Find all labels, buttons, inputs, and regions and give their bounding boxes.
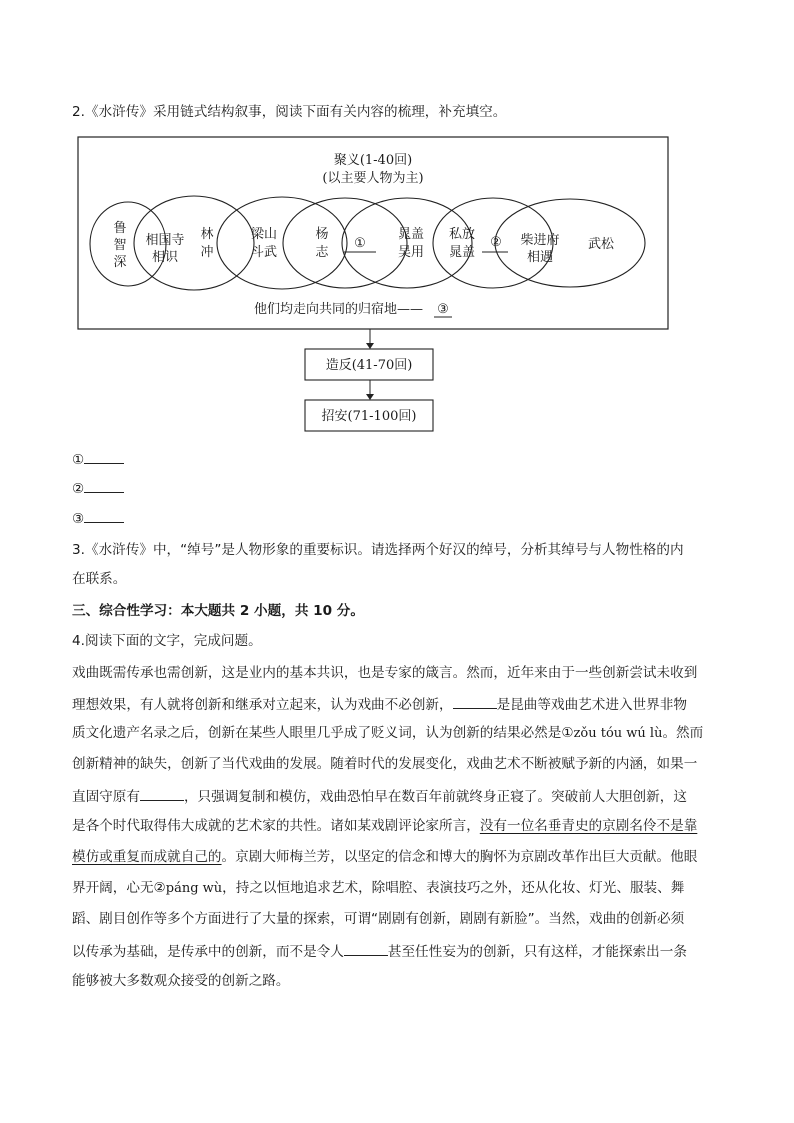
diagram-title: 聚义(1-40回)	[333, 153, 413, 168]
label-chong: 冲	[200, 245, 214, 260]
q4-para-line-5	[72, 786, 687, 806]
pinyin-pangwu: páng wù	[165, 881, 223, 896]
q4-p8-text-a: 界开阔，心无②	[72, 880, 166, 896]
bottom-text: 他们均走向共同的归宿地——	[254, 302, 424, 317]
q4-para-line-3	[72, 724, 703, 743]
label-sifang: 私放	[448, 227, 476, 242]
q4-blank-2[interactable]	[140, 786, 184, 801]
q4-p5-text-a: 直固守原有	[72, 789, 140, 805]
circle-liangshan	[217, 197, 347, 289]
q2-prompt: 2.《水浒传》采用链式结构叙事，阅读下面有关内容的梳理，补充填空。	[72, 104, 507, 120]
label-wuyong: 吴用	[397, 245, 425, 260]
label-xiangshi: 相识	[151, 250, 179, 265]
label-chaijinfu: 柴进府	[520, 233, 560, 248]
q4-p3-text-a: 质文化遗产名录之后，创新在某些人眼里几乎成了贬义词，认为创新的结果必然是①	[72, 725, 574, 741]
q4-para-line-1: 戏曲既需传承也需创新，这是业内的基本共识，也是专家的箴言。然而，近年来由于一些创新尝试未收到	[72, 665, 698, 681]
q4-para-line-4: 创新精神的缺失，创新了当代戏曲的发展。随着时代的发展变化，戏曲艺术不断被赋予新的内涵，如果一	[72, 756, 698, 772]
answer-blank-3[interactable]	[84, 508, 124, 523]
q4-underlined-sentence-b: 模仿或重复而成就自己的	[72, 849, 222, 865]
label-zhi2: 志	[315, 245, 329, 260]
label-xiangyu: 相遇	[526, 250, 554, 265]
q4-blank-3[interactable]	[344, 941, 388, 956]
q4-para-line-9: 蹈、剧目创作等多个方面进行了大量的探索，可谓“剧剧有创新，剧剧有新脸”。当然，戏曲的创新必须	[72, 911, 685, 927]
diagram-subtitle: (以主要人物为主)	[322, 171, 424, 186]
label-chaogai: 晁盖	[397, 227, 425, 242]
q3-line-2: 在联系。	[72, 571, 127, 587]
label-douwu: 斗武	[250, 245, 278, 260]
q4-p3-text-b: 。然而	[662, 725, 704, 741]
blank-3-marker: ③	[437, 302, 449, 317]
label-yang: 杨	[315, 227, 329, 242]
q4-p8-text-b: ，持之以恒地追求艺术，除唱腔、表演技巧之外，还从化妆、灯光、服装、舞	[222, 880, 685, 896]
arrow-head-1	[366, 343, 374, 349]
q4-p5-text-b: ，只强调复制和模仿，戏曲恐怕早在数百年前就终身正寝了。突破前人大胆创新，这	[183, 789, 687, 805]
q4-para-line-7	[72, 848, 697, 866]
q4-p6-text-a: 是各个时代取得伟大成就的艺术家的共性。诸如某戏剧评论家所言，	[72, 818, 480, 834]
blank-1-marker: ①	[354, 236, 366, 251]
q4-para-line-8	[72, 879, 684, 898]
chain-structure-diagram	[0, 0, 794, 440]
section-3-title: 三、综合性学习：本大题共 2 小题，共 10 分。	[72, 603, 364, 619]
q4-para-line-2	[72, 694, 687, 714]
answer-line-3	[72, 508, 124, 528]
circle-yangzhi	[283, 198, 407, 288]
box-zhaoan-label: 招安(71-100回)	[321, 409, 417, 424]
label-shen: 深	[113, 255, 127, 270]
q4-p10-text-b: 甚至任性妄为的创新，只有这样，才能探索出一条	[387, 944, 687, 960]
arrow-head-2	[366, 394, 374, 400]
answer-line-1	[72, 449, 124, 469]
label-wusong: 武松	[587, 237, 615, 252]
box-zaofan-label: 造反(41-70回)	[325, 358, 413, 373]
label-chaogai2: 晁盖	[448, 245, 476, 260]
label-zhi: 智	[113, 238, 127, 253]
answer-blank-2[interactable]	[84, 478, 124, 493]
label-lin: 林	[200, 227, 214, 242]
label-xiangguosi: 相国寺	[145, 233, 185, 248]
label-lu: 鲁	[113, 221, 127, 236]
q4-underlined-sentence-a: 没有一位名垂青史的京剧名伶不是靠	[479, 818, 698, 834]
q4-blank-1[interactable]	[453, 694, 497, 709]
q4-p2-text-a: 理想效果，有人就将创新和继承对立起来，认为戏曲不必创新，	[72, 697, 453, 713]
answer-blank-1[interactable]	[84, 449, 124, 464]
q3-line-1: 3.《水浒传》中，“绰号”是人物形象的重要标识。请选择两个好汉的绰号，分析其绰号与人物性格的内	[72, 542, 684, 558]
label-liangshan: 梁山	[250, 227, 278, 242]
answer-label-2: ②	[72, 481, 85, 497]
q4-prompt: 4.阅读下面的文字，完成问题。	[72, 633, 262, 649]
q4-para-line-6	[72, 817, 697, 835]
blank-2-marker: ②	[490, 235, 502, 250]
answer-label-3: ③	[72, 511, 85, 527]
q4-para-line-10	[72, 941, 687, 961]
pinyin-zoutouwulu: zǒu tóu wú lù	[573, 726, 663, 741]
circle-chaijin-wusong	[495, 199, 645, 287]
answer-line-2	[72, 478, 124, 498]
q4-p7-text-b: 。京剧大师梅兰芳，以坚定的信念和博大的胸怀为京剧改革作出巨大贡献。他眼	[221, 849, 698, 865]
q4-p2-text-b: 是昆曲等戏曲艺术进入世界非物	[496, 697, 687, 713]
answer-label-1: ①	[72, 452, 85, 468]
q4-para-line-11: 能够被大多数观众接受的创新之路。	[72, 973, 290, 989]
q4-p10-text-a: 以传承为基础，是传承中的创新，而不是令人	[72, 944, 344, 960]
